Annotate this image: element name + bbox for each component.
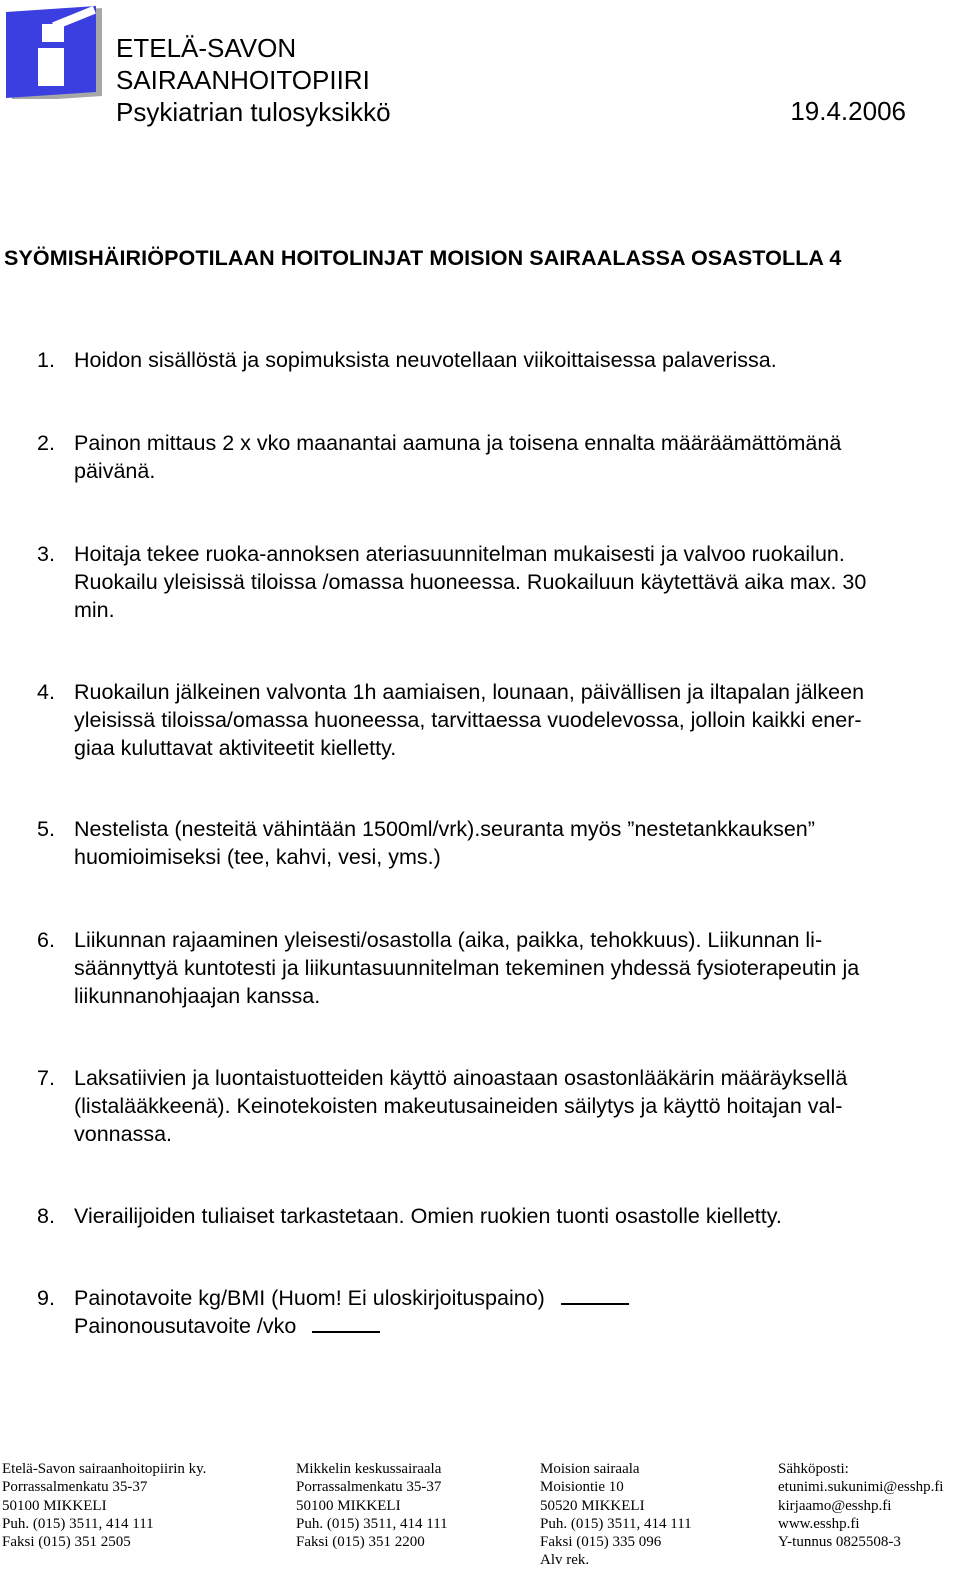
unit-name: Psykiatrian tulosyksikkö	[116, 97, 391, 127]
footer-line: Faksi (015) 351 2200	[296, 1534, 425, 1551]
item-line: liikunnanohjaajan kanssa.	[74, 984, 321, 1008]
footer-line: Mikkelin keskussairaala	[296, 1461, 442, 1477]
item-line: (listalääkkeenä). Keinotekoisten makeutusaineiden säilytys ja käyttö hoitajan val-	[74, 1094, 843, 1118]
item-number: 1.	[37, 348, 55, 372]
footer-line: 50100 MIKKELI	[296, 1497, 401, 1514]
item-line: Liikunnan rajaaminen yleisesti/osastolla (aika, paikka, tehokkuus). Liikunnan li-	[74, 928, 823, 952]
footer-line: Puh. (015) 3511, 414 111	[2, 1515, 154, 1532]
item-line: päivänä.	[74, 459, 156, 483]
item-number: 5.	[37, 817, 55, 841]
item-line: huomioimiseksi (tee, kahvi, vesi, yms.)	[74, 845, 441, 869]
item-line: yleisissä tiloissa/omassa huoneessa, tarvittaessa vuodelevossa, jolloin kaikki ener-	[74, 708, 862, 732]
footer-website-link[interactable]: www.esshp.fi	[778, 1515, 860, 1532]
footer-column-contact	[778, 1460, 943, 1551]
item-line: Nestelista (nesteitä vähintään 1500ml/vrk).seuranta myös ”nestetankkauksen”	[74, 817, 815, 841]
footer-column-district	[2, 1460, 206, 1551]
item-line: min.	[74, 598, 115, 622]
footer-line: Sähköposti:	[778, 1461, 849, 1477]
footer-line: Y-tunnus 0825508-3	[778, 1534, 901, 1551]
footer-line: Porrassalmenkatu 35-37	[2, 1479, 148, 1496]
org-line-2: SAIRAANHOITOPIIRI	[116, 65, 370, 95]
weight-goal-blank	[561, 1285, 629, 1305]
item-number: 8.	[37, 1204, 55, 1228]
item-line: vonnassa.	[74, 1122, 173, 1146]
document-date: 19.4.2006	[790, 96, 906, 126]
item-line: säännyttyä kuntotesti ja liikuntasuunnitelman tekeminen yhdessä fysioterapeutin ja	[74, 956, 860, 980]
footer-line: Puh. (015) 3511, 414 111	[540, 1515, 692, 1532]
item-number: 3.	[37, 542, 55, 566]
footer-column-moisio-hospital	[540, 1460, 692, 1570]
footer-line: Porrassalmenkatu 35-37	[296, 1479, 442, 1496]
item-line: Laksatiivien ja luontaistuotteiden käyttö ainoastaan osastonlääkärin määräyksellä	[74, 1066, 848, 1090]
footer-line: Etelä-Savon sairaanhoitopiirin ky.	[2, 1461, 207, 1477]
footer-line: 50520 MIKKELI	[540, 1497, 645, 1514]
footer-line: Moisiontie 10	[540, 1479, 624, 1496]
item-line: Ruokailun jälkeinen valvonta 1h aamiaisen, lounaan, päivällisen ja iltapalan jälkeen	[74, 680, 865, 704]
item-line: Painon mittaus 2 x vko maanantai aamuna ja toisena ennalta määräämättömänä	[74, 431, 842, 455]
item-line: Painotavoite kg/BMI (Huom! Ei uloskirjoituspaino)	[74, 1286, 545, 1310]
item-number: 7.	[37, 1066, 55, 1090]
item-number: 2.	[37, 431, 55, 455]
esshp-logo	[4, 4, 104, 99]
item-number: 6.	[37, 928, 55, 952]
org-line-1: ETELÄ-SAVON	[116, 33, 297, 63]
footer-line: Faksi (015) 351 2505	[2, 1534, 131, 1551]
item-line: giaa kuluttavat aktiviteetit kielletty.	[74, 736, 397, 760]
item-line: Hoitaja tekee ruoka-annoksen ateriasuunnitelman mukaisesti ja valvoo ruokailun.	[74, 542, 845, 566]
footer-line: Faksi (015) 335 096	[540, 1534, 662, 1551]
organization-name	[116, 32, 391, 128]
item-number: 4.	[37, 680, 55, 704]
footer-column-central-hospital	[296, 1460, 448, 1551]
footer-line: Puh. (015) 3511, 414 111	[296, 1515, 448, 1532]
weekly-gain-blank	[312, 1313, 380, 1333]
footer-line: Moision sairaala	[540, 1461, 640, 1477]
item-number: 9.	[37, 1286, 55, 1310]
footer-line: 50100 MIKKELI	[2, 1497, 107, 1514]
item-line: Hoidon sisällöstä ja sopimuksista neuvotellaan viikoittaisessa palaverissa.	[74, 348, 777, 372]
item-line: Vierailijoiden tuliaiset tarkastetaan. Omien ruokien tuonti osastolle kielletty.	[74, 1204, 782, 1228]
document-title: SYÖMISHÄIRIÖPOTILAAN HOITOLINJAT MOISION SAIRAALASSA OSASTOLLA 4	[4, 246, 842, 270]
item-line: Painonousutavoite /vko	[74, 1314, 297, 1338]
item-line: Ruokailu yleisissä tiloissa /omassa huoneessa. Ruokailuun käytettävä aika max. 30	[74, 570, 867, 594]
footer-line: Alv rek.	[540, 1552, 590, 1569]
footer-email-link[interactable]: etunimi.sukunimi@esshp.fi	[778, 1479, 944, 1496]
footer-email-link[interactable]: kirjaamo@esshp.fi	[778, 1497, 892, 1514]
